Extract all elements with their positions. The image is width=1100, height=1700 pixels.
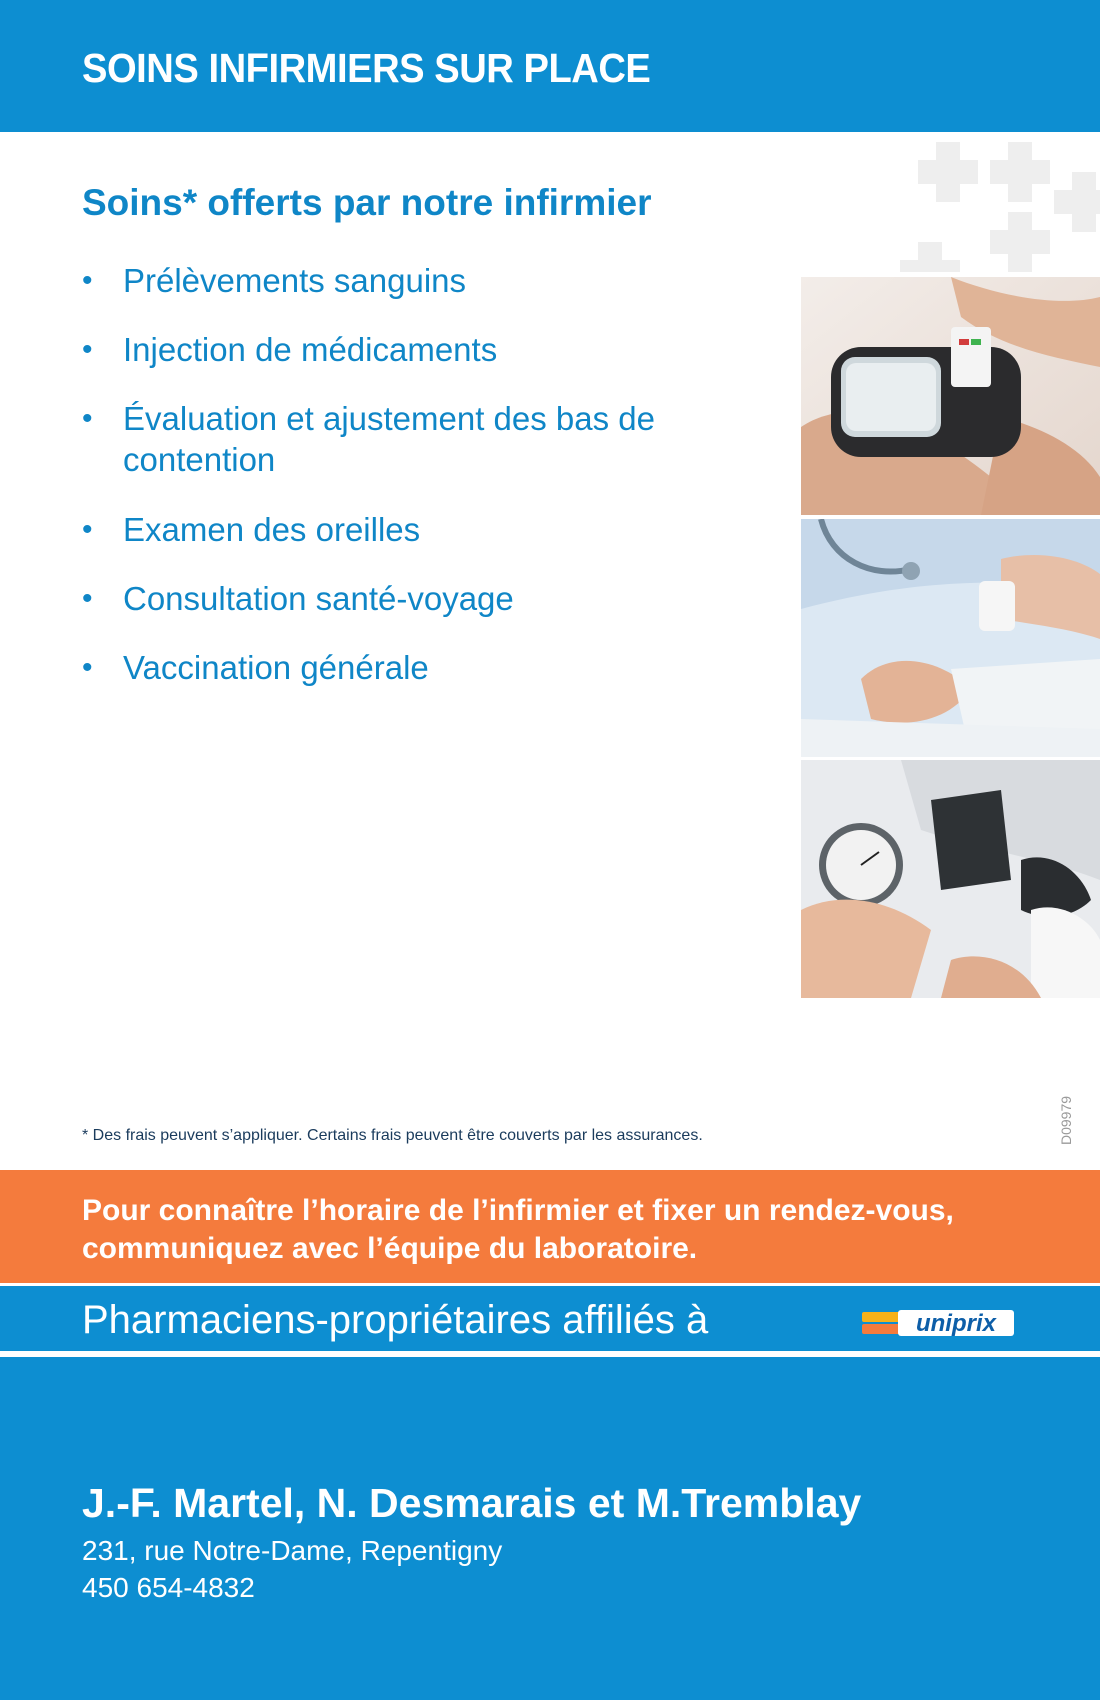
page-title: SOINS INFIRMIERS SUR PLACE	[82, 45, 651, 91]
bullet: •	[82, 333, 93, 366]
services-title: Soins* offerts par notre infirmier	[82, 182, 652, 223]
pharmacy-address: 231, rue Notre-Dame, Repentigny	[82, 1535, 503, 1566]
appointment-text	[82, 1192, 1082, 1268]
bullet: •	[82, 513, 93, 546]
services-list	[82, 260, 722, 716]
pharmacy-band	[0, 1357, 1100, 1700]
appointment-line-1: Pour connaître l’horaire de l’infirmier et fixer un rendez-vous,	[82, 1194, 954, 1227]
photo-blood-pressure	[801, 760, 1100, 998]
bullet: •	[82, 582, 93, 615]
list-item	[82, 398, 722, 480]
photo-bandage	[801, 519, 1100, 757]
plus-cross-icon	[900, 132, 1100, 272]
service-label: Injection de médicaments	[123, 331, 498, 368]
list-item	[82, 329, 722, 370]
service-label: Vaccination générale	[123, 649, 429, 686]
footnote: * Des frais peuvent s’appliquer. Certains frais peuvent être couverts par les assurances.	[82, 1127, 703, 1144]
service-label: Prélèvements sanguins	[123, 262, 467, 299]
uniprix-logo	[860, 1306, 1018, 1348]
list-item	[82, 509, 722, 550]
bullet: •	[82, 264, 93, 297]
photo-glucose-meter	[801, 277, 1100, 515]
affiliation-text: Pharmaciens-propriétaires affiliés à	[82, 1298, 709, 1342]
pharmacy-phone: 450 654-4832	[82, 1572, 255, 1603]
list-item	[82, 260, 722, 301]
list-item	[82, 647, 722, 688]
bullet: •	[82, 402, 93, 435]
bullet: •	[82, 651, 93, 684]
service-label: Consultation santé-voyage	[123, 580, 514, 617]
list-item	[82, 578, 722, 619]
appointment-line-2: communiquez avec l’équipe du laboratoire.	[82, 1232, 698, 1265]
service-label: Évaluation et ajustement des bas de contention	[123, 400, 656, 478]
service-label: Examen des oreilles	[123, 511, 421, 548]
uniprix-logo-text: uniprix	[915, 1310, 997, 1337]
document-code: D09979	[1058, 1095, 1074, 1145]
pharmacy-owners: J.-F. Martel, N. Desmarais et M.Tremblay	[82, 1480, 862, 1526]
